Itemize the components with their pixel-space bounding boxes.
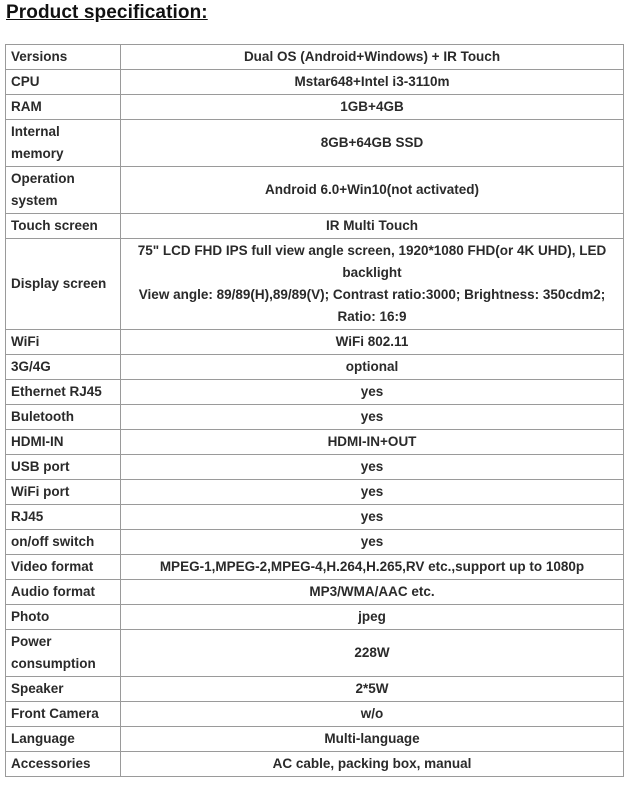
- row-label: Internal memory: [6, 120, 121, 167]
- table-row: [6, 120, 624, 167]
- table-row: [6, 480, 624, 505]
- row-label: Buletooth: [6, 405, 121, 430]
- row-label: Operation system: [6, 167, 121, 214]
- table-row: [6, 330, 624, 355]
- table-row: [6, 214, 624, 239]
- row-label: RAM: [6, 95, 121, 120]
- table-row: [6, 380, 624, 405]
- row-label: WiFi port: [6, 480, 121, 505]
- row-label: Ethernet RJ45: [6, 380, 121, 405]
- row-label: Photo: [6, 605, 121, 630]
- table-row: [6, 70, 624, 95]
- table-row: [6, 45, 624, 70]
- table-row: [6, 555, 624, 580]
- row-label: Touch screen: [6, 214, 121, 239]
- row-label: on/off switch: [6, 530, 121, 555]
- table-row: [6, 630, 624, 677]
- row-value: Mstar648+Intel i3-3110m: [121, 70, 624, 95]
- row-value: optional: [121, 355, 624, 380]
- row-value: HDMI-IN+OUT: [121, 430, 624, 455]
- table-row: [6, 605, 624, 630]
- table-row: [6, 702, 624, 727]
- row-value: 2*5W: [121, 677, 624, 702]
- table-row: [6, 580, 624, 605]
- row-label: Language: [6, 727, 121, 752]
- row-value: yes: [121, 380, 624, 405]
- spec-table: [5, 44, 624, 777]
- table-row: [6, 677, 624, 702]
- row-label: Versions: [6, 45, 121, 70]
- row-label: Front Camera: [6, 702, 121, 727]
- row-value: AC cable, packing box, manual: [121, 752, 624, 777]
- row-label: Video format: [6, 555, 121, 580]
- row-value: Dual OS (Android+Windows) + IR Touch: [121, 45, 624, 70]
- table-row: [6, 727, 624, 752]
- row-value: 8GB+64GB SSD: [121, 120, 624, 167]
- table-row: [6, 505, 624, 530]
- table-row: [6, 752, 624, 777]
- row-label: Accessories: [6, 752, 121, 777]
- row-value: IR Multi Touch: [121, 214, 624, 239]
- row-label: 3G/4G: [6, 355, 121, 380]
- row-value: WiFi 802.11: [121, 330, 624, 355]
- row-value: [121, 239, 624, 330]
- row-value: 228W: [121, 630, 624, 677]
- row-value: yes: [121, 530, 624, 555]
- row-label: Display screen: [6, 239, 121, 330]
- row-value: MPEG-1,MPEG-2,MPEG-4,H.264,H.265,RV etc.,support up to 1080p: [121, 555, 624, 580]
- row-value: Android 6.0+Win10(not activated): [121, 167, 624, 214]
- table-row: [6, 167, 624, 214]
- page-title: Product specification:: [6, 2, 208, 23]
- row-label: RJ45: [6, 505, 121, 530]
- row-label: Audio format: [6, 580, 121, 605]
- row-value: w/o: [121, 702, 624, 727]
- row-value: MP3/WMA/AAC etc.: [121, 580, 624, 605]
- row-label: Speaker: [6, 677, 121, 702]
- table-row: [6, 430, 624, 455]
- row-label: WiFi: [6, 330, 121, 355]
- table-row: [6, 530, 624, 555]
- row-value: yes: [121, 405, 624, 430]
- row-value: Multi-language: [121, 727, 624, 752]
- row-label: HDMI-IN: [6, 430, 121, 455]
- row-label: CPU: [6, 70, 121, 95]
- row-label: Power consumption: [6, 630, 121, 677]
- row-value: yes: [121, 480, 624, 505]
- table-row: [6, 239, 624, 330]
- table-row: [6, 355, 624, 380]
- row-value-line-1: 75" LCD FHD IPS full view angle screen, 1920*1080 FHD(or 4K UHD), LED backlight: [137, 243, 607, 280]
- row-value: 1GB+4GB: [121, 95, 624, 120]
- row-value: jpeg: [121, 605, 624, 630]
- table-row: [6, 455, 624, 480]
- table-row: [6, 95, 624, 120]
- table-row: [6, 405, 624, 430]
- row-value-line-2: View angle: 89/89(H),89/89(V); Contrast ratio:3000; Brightness: 350cdm2; Ratio: 16:9: [138, 287, 606, 324]
- row-value: yes: [121, 455, 624, 480]
- row-value: yes: [121, 505, 624, 530]
- row-label: USB port: [6, 455, 121, 480]
